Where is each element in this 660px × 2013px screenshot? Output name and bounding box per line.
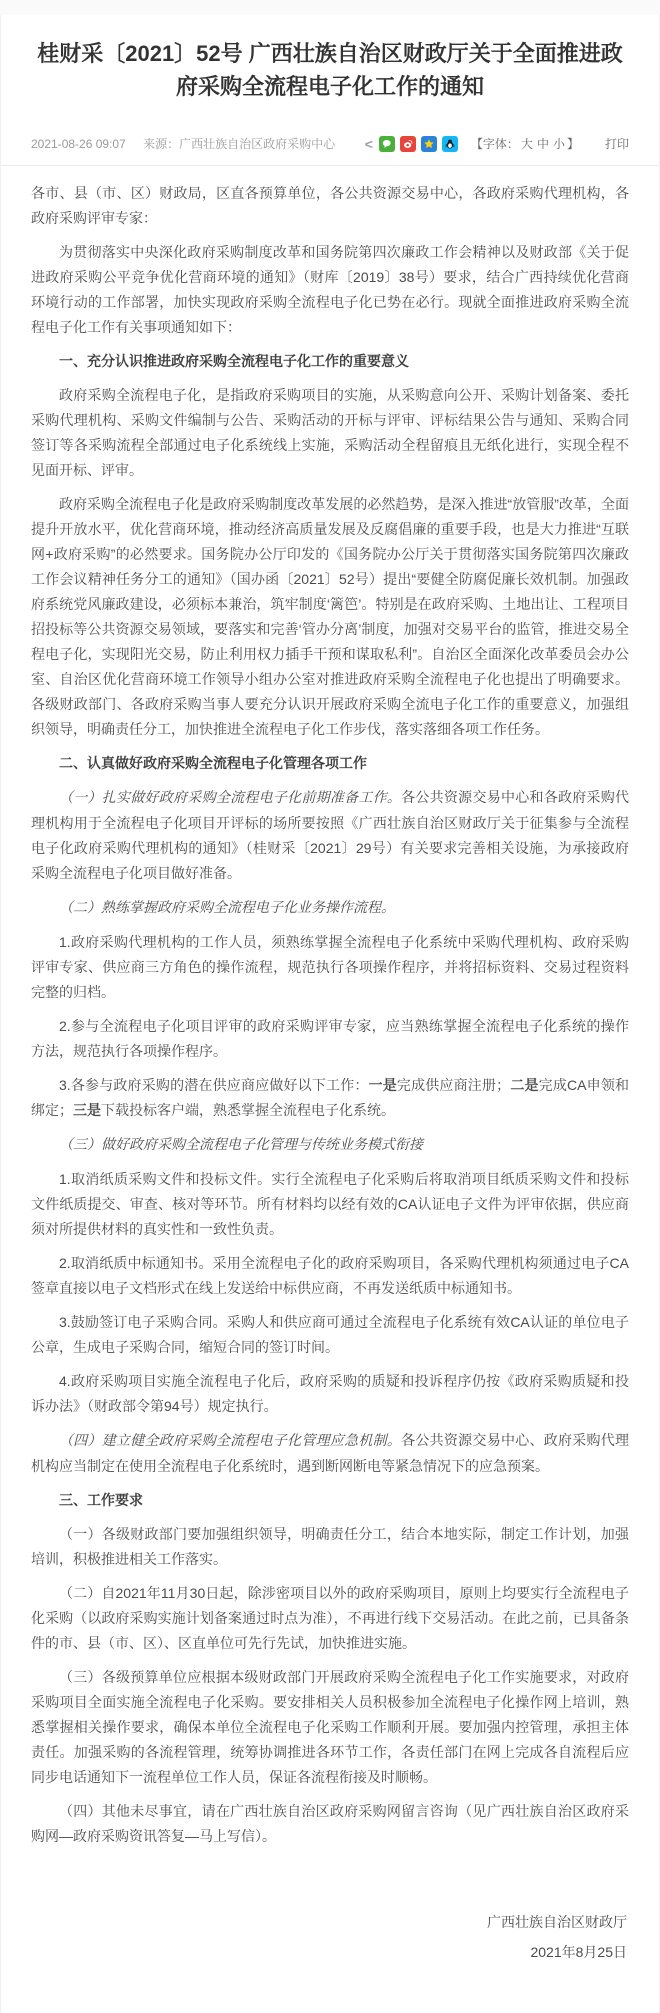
article-body <box>1 166 659 1849</box>
paragraph <box>31 1251 629 1301</box>
paragraph <box>31 1522 629 1572</box>
paragraph <box>31 1369 629 1419</box>
paragraph <box>31 1799 629 1849</box>
text-segment: 各公共资源交易中心和各政府采购代理机构用于全流程电子化项目开评标的场所要按照《广西壮族自治区财政厅关于征集参与全流程电子化政府采购代理机构的通知》（桂财采〔2021〕29号）有关要求完善相关设施，为承接政府采购全流程电子化项目做好准备。 <box>31 789 630 882</box>
font-size-large-button[interactable]: 大 <box>520 137 533 152</box>
meta-info <box>31 135 349 152</box>
source-label: 来源：广西壮族自治区政府采购中心 <box>143 137 336 152</box>
signature-block <box>1 1907 659 2013</box>
publish-datetime: 2021-08-26 09:07 <box>31 137 126 152</box>
paragraph <box>31 1581 629 1656</box>
text-segment: 1.取消纸质采购文件和投标文件。实行全流程电子化采购后将取消项目纸质采购文件和投标文件纸质提交、审查、核对等环节。所有材料均以经有效的CA认证电子文件为评审依据，供应商须对所提供材料的真实性和一致性负责。 <box>31 1171 629 1238</box>
text-segment: 完成CA申领和绑定； <box>31 1077 629 1119</box>
text-segment-bold: 一是 <box>368 1077 397 1094</box>
text-segment: 一、充分认识推进政府采购全流程电子化工作的重要意义 <box>59 353 409 370</box>
text-segment: 3.各参与政府采购的潜在供应商应做好以下工作： <box>59 1077 369 1094</box>
paragraph <box>31 492 629 742</box>
paragraph <box>31 1310 629 1360</box>
text-segment: 下载投标客户端，熟悉掌握全流程电子化系统。 <box>101 1102 395 1119</box>
text-segment: 完成供应商注册； <box>396 1077 511 1094</box>
paragraph <box>31 1132 629 1158</box>
qq-icon[interactable] <box>442 136 458 152</box>
text-segment-kai: （一）扎实做好政府采购全流程电子化前期准备工作。 <box>59 790 402 807</box>
paragraph <box>31 895 629 921</box>
text-segment-kai: （四）建立健全政府采购全流程电子化管理应急机制。 <box>59 1433 402 1450</box>
text-segment: 4.政府采购项目实施全流程电子化后，政府采购的质疑和投诉程序仍按《政府采购质疑和投诉办法》（财政部令第94号）规定执行。 <box>31 1373 629 1415</box>
paragraph <box>31 785 629 886</box>
qzone-icon[interactable] <box>421 136 437 152</box>
print-button[interactable]: 打印 <box>604 137 629 152</box>
paragraph <box>31 1014 629 1064</box>
paragraph <box>31 1665 629 1790</box>
signature-org: 广西壮族自治区财政厅 <box>487 1914 627 1931</box>
page-title: 桂财采〔2021〕52号 广西壮族自治区财政厅关于全面推进政府采购全流程电子化工作的通知 <box>37 40 623 99</box>
text-segment: （四）其他未尽事宜，请在广西壮族自治区政府采购网留言咨询（见广西壮族自治区政府采购网—政府采购资讯答复—马上写信）。 <box>31 1803 629 1845</box>
text-segment: 政府采购全流程电子化是政府采购制度改革发展的必然趋势，是深入推进“放管服”改革，全面提升开放水平，优化营商环境，推动经济高质量发展及反腐倡廉的重要手段，也是大力推进“互联网+政府采购”的必然要求。国务院办公厅印发的《国务院办公厅关于贯彻落实国务院第四次廉政工作会议精神任务分工的通知》（国办函〔2021〕52号）提出“要健全防腐促廉长效机制。加强政府系统党风廉政建设，必须标本兼治，筑牢制度‘篱笆’。特别是在政府采购、土地出让、工程项目招投标等公共资源交易领域，要落实和完善‘管办分离’制度，加强对交易平台的监管，推进交易全程电子化，实现阳光交易，防止利用权力插手干预和谋取私利”。自治区全面深化改革委员会办公室、自治区优化营商环境工作领导小组办公室对推进政府采购全流程电子化也提出了明确要求。各级财政部门、各政府采购当事人要充分认识开展政府采购全流电子化工作的重要意义，加强组织领导，明确责任分工，加快推进全流程电子化工作步伐，落实落细各项工作任务。 <box>31 496 629 738</box>
text-segment: （二）自2021年11月30日起，除涉密项目以外的政府采购项目，原则上均要实行全流程电子化采购（以政府采购实施计划备案通过时点为准），不再进行线下交易活动。在此之前，已具备条件的市、县（市、区）、区直单位可先行先试，加快推进实施。 <box>31 1585 629 1652</box>
text-segment-bold: 二是 <box>510 1077 539 1094</box>
text-segment: 为贯彻落实中央深化政府采购制度改革和国务院第四次廉政工作会精神以及财政部《关于促进政府采购公平竞争优化营商环境的通知》（财库〔2019〕38号）要求，结合广西持续优化营商环境行动的工作部署，加快实现政府采购全流程电子化已势在必行。现就全面推进政府采购全流程电子化工作有关事项通知如下： <box>31 244 629 336</box>
text-segment: 三、工作要求 <box>59 1492 143 1509</box>
text-segment: （三）各级预算单位应根据本级财政部门开展政府采购全流程电子化工作实施要求，对政府采购项目全面实施全流程电子化采购。要安排相关人员积极参加全流程电子化操作网上培训，熟悉掌握相关操作要求，确保本单位全流程电子化采购工作顺利开展。要加强内控管理，承担主体责任。加强采购的各流程管理，统筹协调推进各环节工作，各责任部门在网上完成各自流程后应同步电话通知下一流程单位工作人员，保证各流程衔接及时顺畅。 <box>31 1669 629 1786</box>
text-segment: 政府采购全流程电子化，是指政府采购项目的实施，从采购意向公开、采购计划备案、委托采购代理机构、采购文件编制与公告、采购活动的开标与评审、评标结果公告与通知、采购合同签订等各采购流程全部通过电子化系统线上实施，采购活动全程留痕且无纸化进行，实现全程不见面开标、评审。 <box>31 387 629 479</box>
font-size-small-button[interactable]: 小 <box>552 137 565 152</box>
text-segment: （一）各级财政部门要加强组织领导，明确责任分工，结合本地实际，制定工作计划，加强培训，积极推进相关工作落实。 <box>31 1526 629 1568</box>
text-segment-kai: （三）做好政府采购全流程电子化管理与传统业务模式衔接 <box>59 1137 423 1154</box>
section-heading <box>31 349 629 374</box>
wechat-icon[interactable] <box>379 136 395 152</box>
text-segment: 2.取消纸质中标通知书。采用全流程电子化的政府采购项目，各采购代理机构须通过电子CA签章直接以电子文档形式在线上发送给中标供应商，不再发送纸质中标通知书。 <box>31 1255 629 1297</box>
paragraph <box>31 240 629 340</box>
notice-page <box>0 15 660 2013</box>
paragraph <box>31 930 629 1005</box>
text-segment: 2.参与全流程电子化项目评审的政府采购评审专家，应当熟练掌握全流程电子化系统的操作方法，规范执行各项操作程序。 <box>31 1018 629 1060</box>
text-segment-bold: 三是 <box>73 1102 101 1119</box>
share-chevron-icon[interactable]: < <box>364 135 373 152</box>
font-size-medium-button[interactable]: 中 <box>536 137 549 152</box>
font-size-prefix: 【字体： <box>470 137 519 152</box>
text-segment: 各市、县（市、区）财政局，区直各预算单位，各公共资源交易中心，各政府采购代理机构，各政府采购评审专家： <box>31 185 629 227</box>
weibo-icon[interactable] <box>400 136 416 152</box>
meta-bar <box>1 125 659 166</box>
text-segment: 1.政府采购代理机构的工作人员，须熟练掌握全流程电子化系统中采购代理机构、政府采购评审专家、供应商三方角色的操作流程，规范执行各项操作程序，并将招标资料、交易过程资料完整的归档。 <box>31 934 629 1001</box>
text-segment: 3.鼓励签订电子采购合同。采购人和供应商可通过全流程电子化系统有效CA认证的单位电子公章，生成电子采购合同，缩短合同的签订时间。 <box>31 1314 629 1356</box>
paragraph <box>31 1428 629 1479</box>
paragraph <box>31 383 629 483</box>
text-segment: 二、认真做好政府采购全流程电子化管理各项工作 <box>59 755 367 772</box>
font-size-label <box>471 135 579 152</box>
section-heading <box>31 751 629 776</box>
signature-date: 2021年8月25日 <box>530 1944 627 1961</box>
paragraph <box>31 1167 629 1242</box>
meta-actions <box>365 135 629 152</box>
section-heading <box>31 1488 629 1513</box>
paragraph <box>31 1073 629 1123</box>
paragraph <box>31 181 629 231</box>
text-segment-kai: （二）熟练掌握政府采购全流程电子化业务操作流程。 <box>59 900 395 917</box>
text-segment: 各公共资源交易中心、政府采购代理机构应当制定在使用全流程电子化系统时，遇到断网断电等紧急情况下的应急预案。 <box>31 1432 630 1475</box>
font-size-suffix: 】 <box>566 137 579 152</box>
